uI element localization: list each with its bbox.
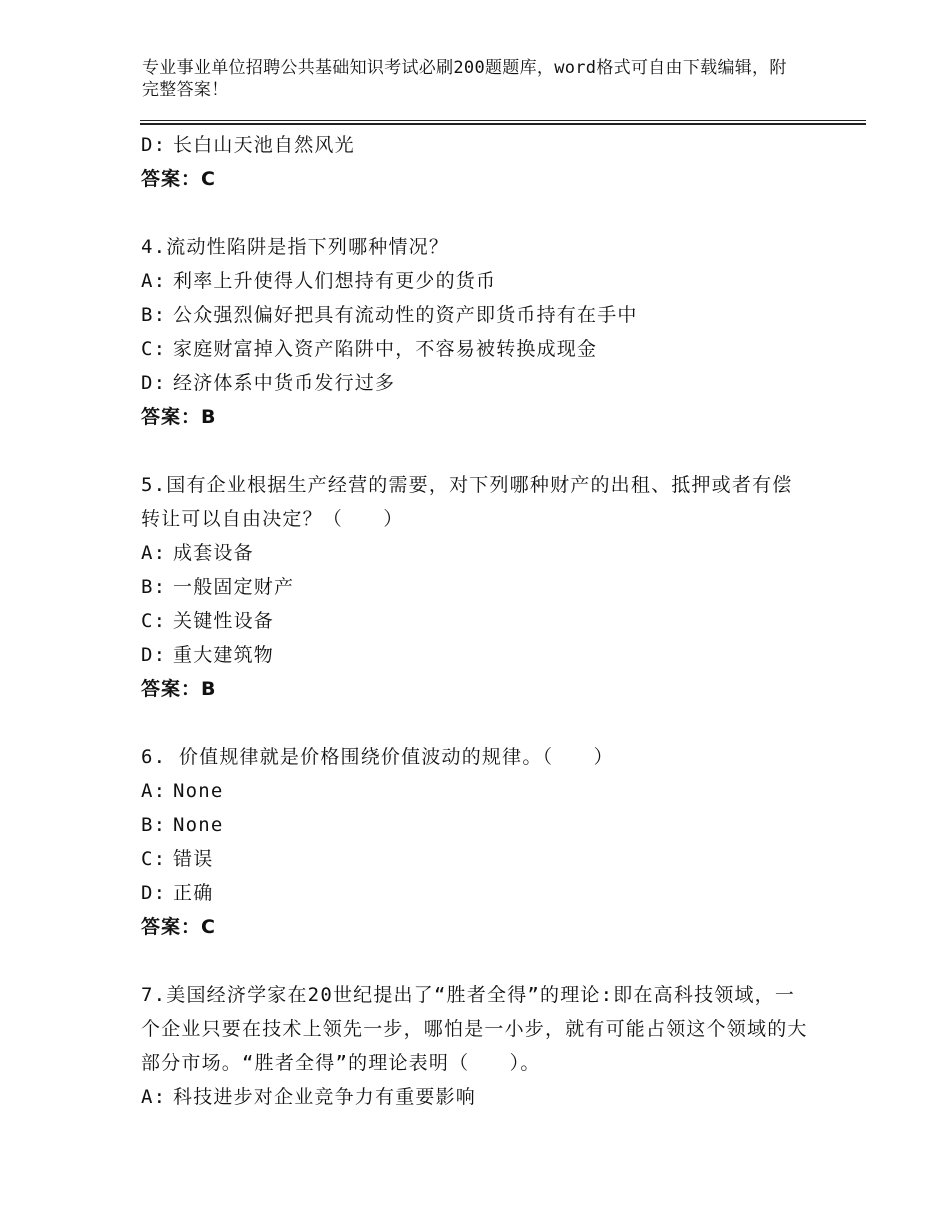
header-divider-thick — [140, 123, 866, 125]
option-b: B: None — [141, 814, 224, 836]
question-text: 4.流动性陷阱是指下列哪种情况？ — [141, 236, 450, 258]
option-a: A: 科技进步对企业竞争力有重要影响 — [141, 1086, 477, 1108]
option-a: A: 成套设备 — [141, 542, 254, 564]
answer-line: 答案：C — [141, 168, 216, 190]
option-b: B: 公众强烈偏好把具有流动性的资产即货币持有在手中 — [141, 304, 638, 326]
question-block — [141, 740, 821, 944]
option-d: D: 正确 — [141, 882, 214, 904]
answer-line: 答案：C — [141, 916, 216, 938]
option-d: D: 经济体系中货币发行过多 — [141, 372, 396, 394]
header-divider-thin — [140, 120, 866, 121]
question-text: 5.国有企业根据生产经营的需要，对下列哪种财产的出租、抵押或者有偿转让可以自由决定？（ ） — [141, 474, 793, 530]
question-text: 6. 价值规律就是价格围绕价值波动的规律。（ ） — [141, 746, 614, 768]
option-d: D: 长白山天池自然风光 — [141, 134, 355, 156]
question-block — [141, 978, 821, 1114]
question-block — [141, 468, 821, 706]
option-a: A: None — [141, 780, 224, 802]
option-a: A: 利率上升使得人们想持有更少的货币 — [141, 270, 497, 292]
option-d: D: 重大建筑物 — [141, 644, 275, 666]
question-text: 7.美国经济学家在20世纪提出了“胜者全得”的理论:即在高科技领域，一个企业只要在技术上领先一步，哪怕是一小步，就有可能占领这个领域的大部分市场。“胜者全得”的理论表明（ ）。 — [141, 984, 808, 1074]
question-block — [141, 230, 821, 434]
option-b: B: 一般固定财产 — [141, 576, 295, 598]
answer-line: 答案：B — [141, 678, 217, 700]
answer-line: 答案：B — [141, 406, 217, 428]
question-block — [141, 128, 821, 196]
option-c: C: 家庭财富掉入资产陷阱中，不容易被转换成现金 — [141, 338, 598, 360]
option-c: C: 错误 — [141, 848, 214, 870]
option-c: C: 关键性设备 — [141, 610, 275, 632]
document-header: 专业事业单位招聘公共基础知识考试必刷200题题库，word格式可自由下载编辑，附完整答案！ — [142, 58, 787, 100]
question-list — [141, 128, 821, 1114]
